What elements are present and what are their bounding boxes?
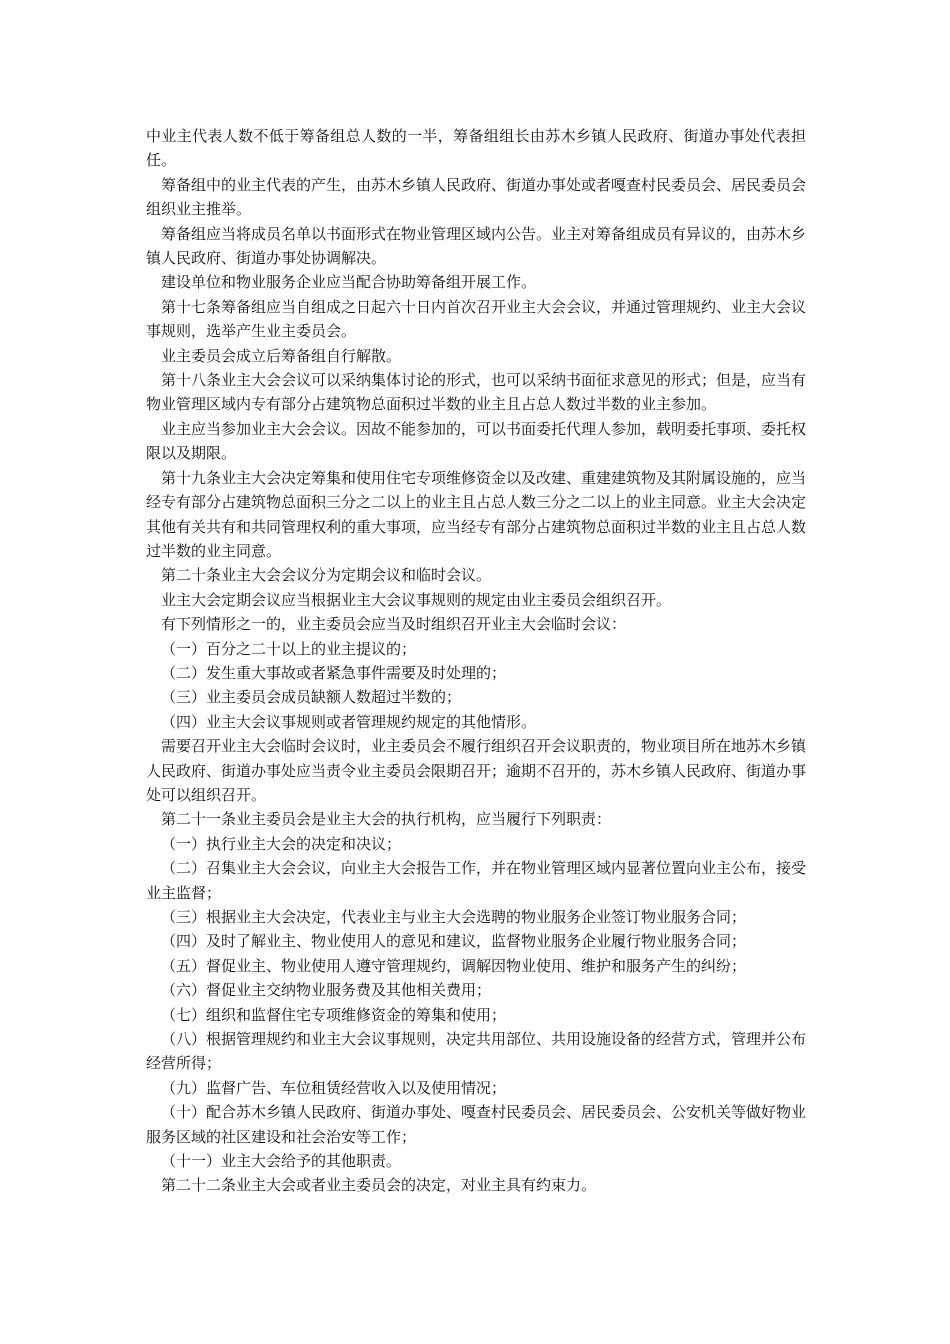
paragraph: （十）配合苏木乡镇人民政府、街道办事处、嘎查村民委员会、居民委员会、公安机关等做好物业服务区域的社区建设和社会治安等工作； — [146, 1103, 807, 1146]
paragraph: 业主委员会成立后筹备组自行解散。 — [161, 346, 402, 365]
paragraph: 需要召开业主大会临时会议时，业主委员会不履行组织召开会议职责的，物业项目所在地苏木乡镇人民政府、街道办事处应当责令业主委员会限期召开；逾期不召开的，苏木乡镇人民政府、街道办事处可以组织召开。 — [146, 737, 807, 804]
paragraph: 有下列情形之一的，业主委员会应当及时组织召开业主大会临时会议： — [161, 615, 627, 634]
paragraph: 第二十二条业主大会或者业主委员会的决定，对业主具有约束力。 — [161, 1176, 597, 1195]
paragraph: 筹备组应当将成员名单以书面形式在物业管理区域内公告。业主对筹备组成员有异议的，由苏木乡镇人民政府、街道办事处协调解决。 — [146, 224, 807, 268]
paragraph: 筹备组中的业主代表的产生，由苏木乡镇人民政府、街道办事处或者嘎查村民委员会、居民委员会组织业主推举。 — [146, 175, 807, 219]
paragraph: （三）业主委员会成员缺额人数超过半数的； — [161, 688, 462, 707]
paragraph: （一）百分之二十以上的业主提议的； — [161, 639, 417, 658]
paragraph: （三）根据业主大会决定，代表业主与业主大会选聘的物业服务企业签订物业服务合同； — [161, 908, 747, 926]
paragraph: 业主应当参加业主大会会议。因故不能参加的，可以书面委托代理人参加，载明委托事项、委托权限以及期限。 — [146, 419, 807, 463]
paragraph: （五）督促业主、物业使用人遵守管理规约，调解因物业使用、维护和服务产生的纠纷； — [161, 956, 747, 975]
paragraph: （四）及时了解业主、物业使用人的意见和建议，监督物业服务企业履行物业服务合同； — [161, 932, 747, 951]
paragraph: 中业主代表人数不低于筹备组总人数的一半，筹备组组长由苏木乡镇人民政府、街道办事处代表担任。 — [146, 127, 806, 170]
paragraph: （九）监督广告、车位租赁经营收入以及使用情况； — [161, 1078, 507, 1097]
paragraph: （七）组织和监督住宅专项维修资金的筹集和使用； — [161, 1005, 507, 1024]
paragraph: 第十九条业主大会决定筹集和使用住宅专项维修资金以及改建、重建建筑物及其附属设施的，应当经专有部分占建筑物总面积三分之二以上的业主且占总人数三分之二以上的业主同意。业主大会决定其他有关共有和共同管理权利的重大事项，应当经专有部分占建筑物总面积过半数的业主且占总人数过半数的业主同意。 — [146, 468, 807, 560]
paragraph: 第二十一条业主委员会是业主大会的执行机构，应当履行下列职责： — [161, 810, 612, 829]
paragraph: 业主大会定期会议应当根据业主大会议事规则的规定由业主委员会组织召开。 — [161, 590, 672, 609]
paragraph: 建设单位和物业服务企业应当配合协助筹备组开展工作。 — [161, 273, 537, 292]
paragraph: （八）根据管理规约和业主大会议事规则，决定共用部位、共用设施设备的经营方式，管理并公布经营所得； — [146, 1030, 807, 1073]
paragraph: （六）督促业主交纳物业服务费及其他相关费用； — [161, 981, 492, 1000]
paragraph: 第十八条业主大会会议可以采纳集体讨论的形式，也可以采纳书面征求意见的形式；但是，应当有物业管理区域内专有部分占建筑物总面积过半数的业主且占总人数过半数的业主参加。 — [146, 371, 807, 414]
paragraph: （二）发生重大事故或者紧急事件需要及时处理的； — [161, 663, 507, 682]
document-body — [146, 124, 806, 1198]
paragraph: （一）执行业主大会的决定和决议； — [161, 834, 402, 853]
paragraph: （二）召集业主大会会议，向业主大会报告工作，并在物业管理区域内显著位置向业主公布，接受业主监督； — [146, 859, 807, 902]
paragraph: 第二十条业主大会会议分为定期会议和临时会议。 — [161, 566, 492, 585]
paragraph: （十一）业主大会给予的其他职责。 — [161, 1152, 402, 1171]
paragraph: （四）业主大会议事规则或者管理规约规定的其他情形。 — [161, 712, 537, 731]
paragraph: 第十七条筹备组应当自组成之日起六十日内首次召开业主大会会议，并通过管理规约、业主大会议事规则，选举产生业主委员会。 — [146, 297, 807, 341]
